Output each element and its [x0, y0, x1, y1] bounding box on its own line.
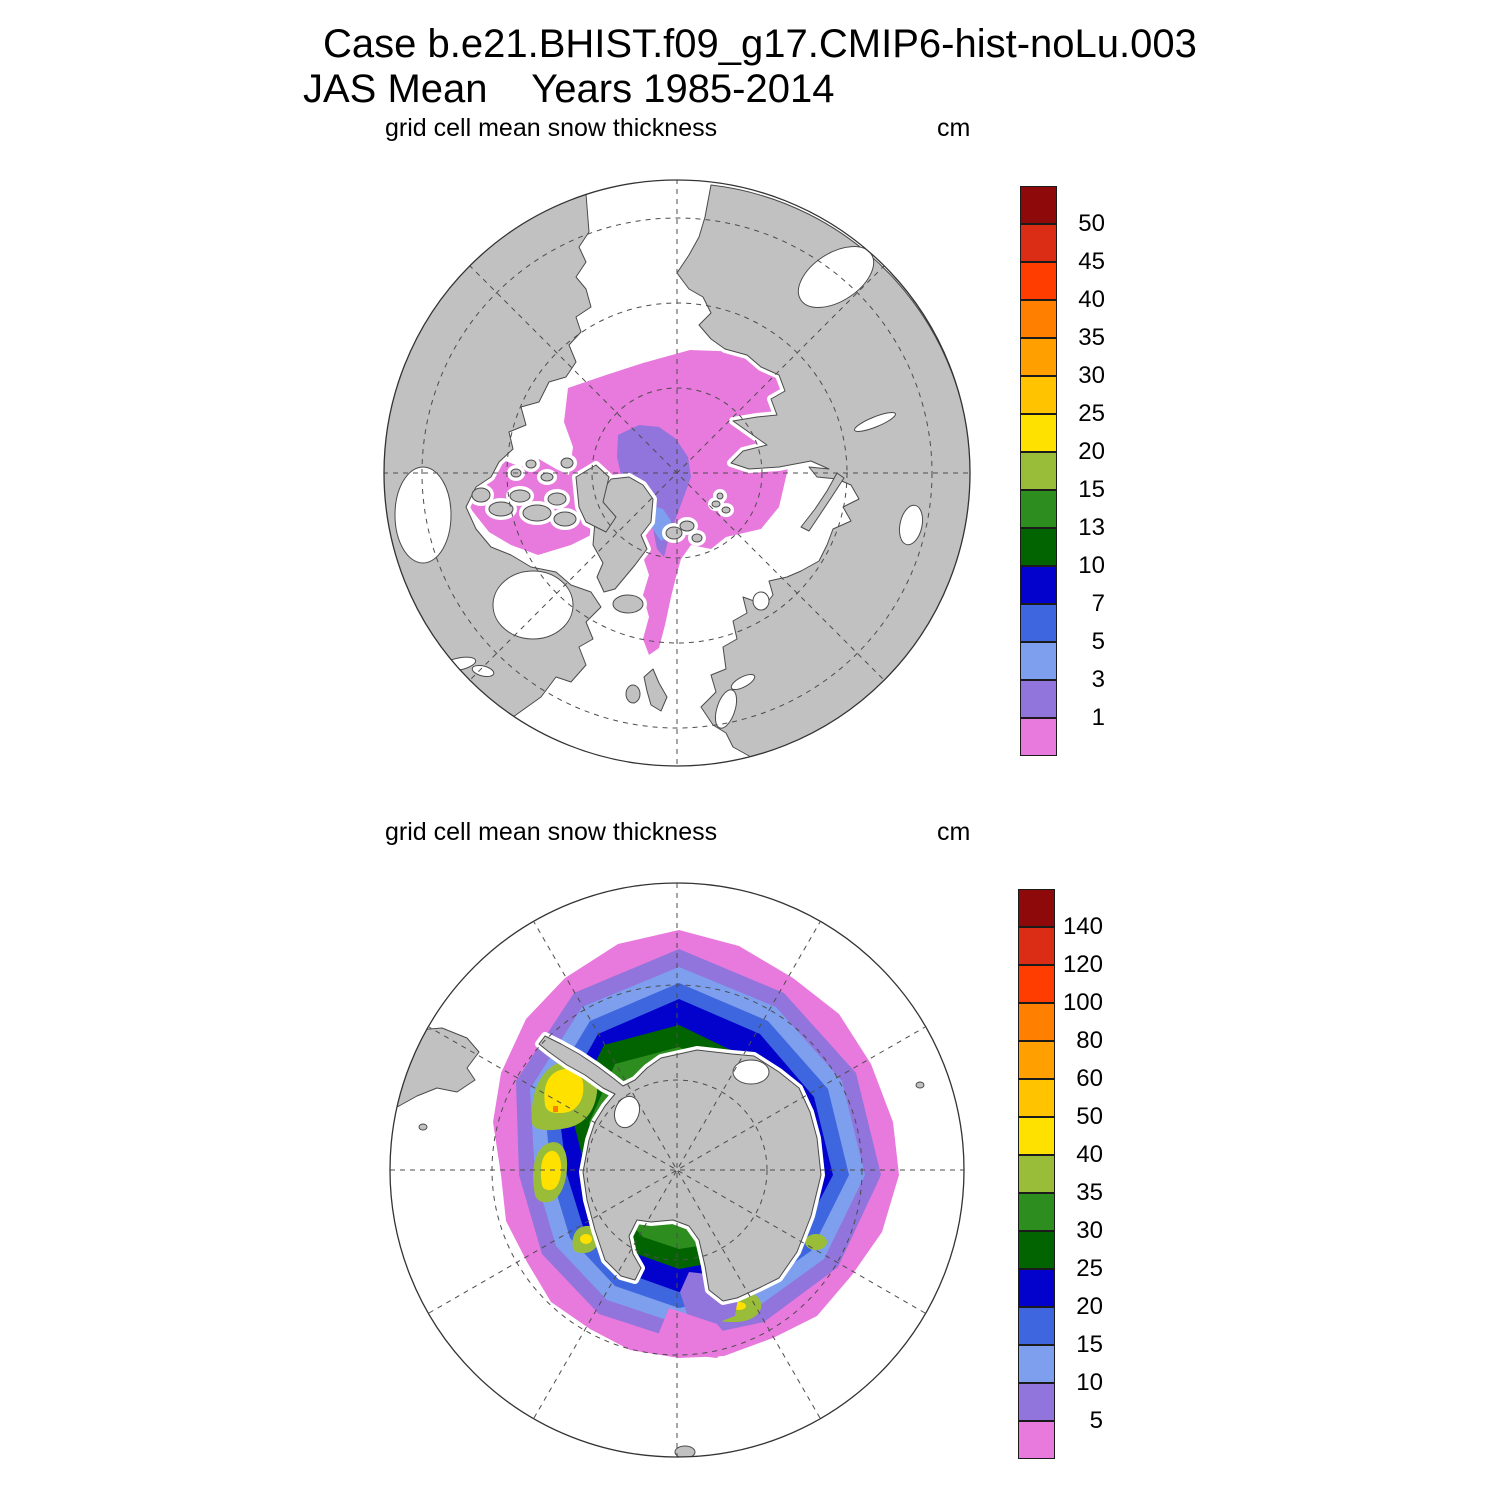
- colorbar-tick-label: 20: [1078, 438, 1105, 465]
- north-colorbar-units: cm: [937, 114, 971, 142]
- colorbar-tick-label: 140: [1062, 913, 1103, 940]
- colorbar-tick-label: 3: [1091, 666, 1105, 693]
- colorbar-tick-label: 7: [1091, 590, 1105, 617]
- colorbar-swatch: [1020, 718, 1057, 756]
- south-colorbar-units: cm: [937, 818, 971, 846]
- colorbar-swatch: [1018, 1003, 1055, 1041]
- colorbar-swatch: [1018, 1231, 1055, 1269]
- colorbar-tick-label: 1: [1091, 704, 1105, 731]
- colorbar-tick-label: 35: [1078, 324, 1105, 351]
- colorbar-swatch: [1018, 1041, 1055, 1079]
- white-sea: [753, 592, 769, 610]
- colorbar-swatch: [1018, 889, 1055, 927]
- page-title: Case b.e21.BHIST.f09_g17.CMIP6-hist-noLu.003: [323, 22, 1197, 66]
- amery-inlet: [733, 1060, 769, 1084]
- colorbar-swatch: [1020, 414, 1057, 452]
- colorbar-tick-label: 15: [1076, 1331, 1103, 1358]
- colorbar-swatch: [1018, 1193, 1055, 1231]
- colorbar-tick-label: 60: [1076, 1065, 1103, 1092]
- snow-40-50cm-patch-amundsen: [580, 1234, 592, 1244]
- colorbar-tick-label: 15: [1078, 476, 1105, 503]
- north-colorbar-labels: [1061, 186, 1105, 758]
- colorbar-swatch: [1020, 528, 1057, 566]
- north-polar-map: [381, 177, 973, 769]
- colorbar-swatch: [1020, 642, 1057, 680]
- colorbar-swatch: [1020, 452, 1057, 490]
- south-map-svg: [387, 880, 967, 1460]
- colorbar-swatch: [1020, 224, 1057, 262]
- colorbar-tick-label: 13: [1078, 514, 1105, 541]
- south-colorbar-labels: [1059, 889, 1103, 1461]
- page-subtitle-period: JAS Mean Years 1985-2014: [303, 67, 835, 111]
- colorbar-tick-label: 30: [1076, 1217, 1103, 1244]
- colorbar-swatch: [1020, 680, 1057, 718]
- colorbar-tick-label: 5: [1091, 628, 1105, 655]
- colorbar-swatch: [1018, 1383, 1055, 1421]
- colorbar-tick-label: 120: [1062, 951, 1103, 978]
- colorbar-tick-label: 50: [1076, 1103, 1103, 1130]
- snow-60-80cm-speck: [553, 1106, 558, 1112]
- colorbar-swatch: [1018, 1155, 1055, 1193]
- colorbar-swatch: [1018, 1307, 1055, 1345]
- colorbar-tick-label: 25: [1076, 1255, 1103, 1282]
- south-colorbar: [1018, 889, 1055, 1459]
- colorbar-tick-label: 20: [1076, 1293, 1103, 1320]
- colorbar-tick-label: 45: [1078, 248, 1105, 275]
- colorbar-swatch: [1020, 604, 1057, 642]
- north-panel-subtitle: grid cell mean snow thickness: [385, 114, 718, 142]
- colorbar-swatch: [1020, 566, 1057, 604]
- colorbar-tick-label: 10: [1078, 552, 1105, 579]
- colorbar-swatch: [1018, 1117, 1055, 1155]
- colorbar-swatch: [1018, 965, 1055, 1003]
- colorbar-swatch: [1018, 927, 1055, 965]
- colorbar-tick-label: 30: [1078, 362, 1105, 389]
- colorbar-swatch: [1020, 186, 1057, 224]
- colorbar-tick-label: 10: [1076, 1369, 1103, 1396]
- colorbar-swatch: [1020, 490, 1057, 528]
- colorbar-swatch: [1018, 1269, 1055, 1307]
- colorbar-tick-label: 50: [1078, 210, 1105, 237]
- colorbar-tick-label: 5: [1089, 1407, 1103, 1434]
- south-polar-map: [387, 880, 967, 1460]
- colorbar-swatch: [1020, 376, 1057, 414]
- north-colorbar: [1020, 186, 1057, 756]
- colorbar-tick-label: 40: [1076, 1141, 1103, 1168]
- colorbar-swatch: [1018, 1421, 1055, 1459]
- colorbar-swatch: [1020, 262, 1057, 300]
- colorbar-tick-label: 80: [1076, 1027, 1103, 1054]
- snow-35-40cm-patch-east: [805, 1234, 827, 1250]
- south-panel-subtitle: grid cell mean snow thickness: [385, 818, 718, 846]
- colorbar-swatch: [1018, 1345, 1055, 1383]
- gulf-of-alaska: [395, 467, 451, 563]
- colorbar-tick-label: 100: [1062, 989, 1103, 1016]
- colorbar-swatch: [1018, 1079, 1055, 1117]
- hudson-bay: [493, 571, 573, 639]
- colorbar-tick-label: 40: [1078, 286, 1105, 313]
- colorbar-tick-label: 35: [1076, 1179, 1103, 1206]
- colorbar-swatch: [1020, 300, 1057, 338]
- colorbar-swatch: [1020, 338, 1057, 376]
- north-map-svg: [381, 177, 973, 769]
- colorbar-tick-label: 25: [1078, 400, 1105, 427]
